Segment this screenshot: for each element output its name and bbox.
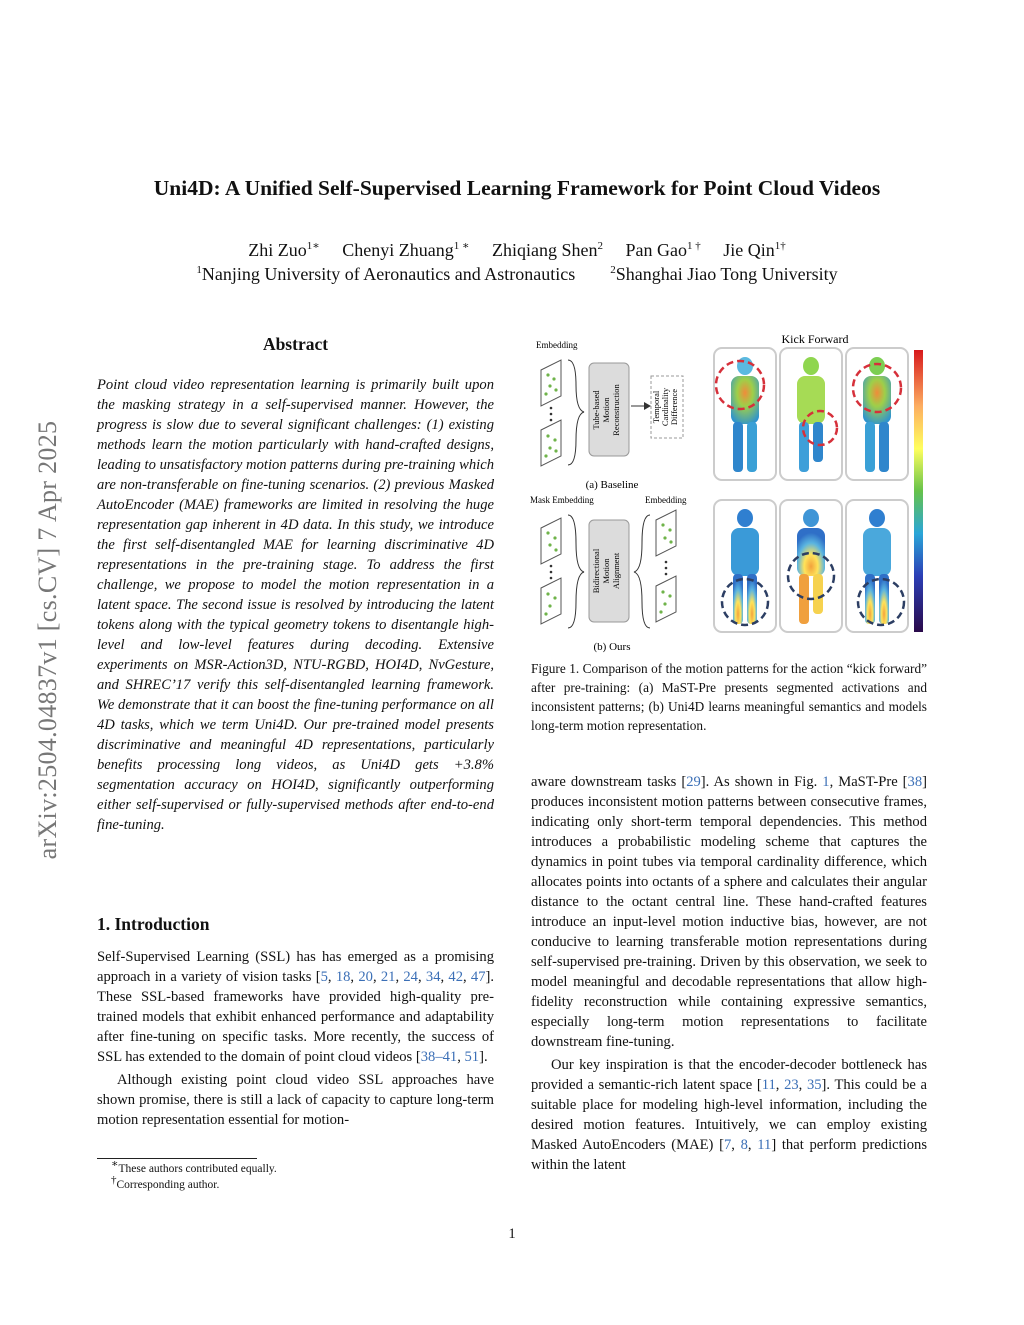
author: Jie Qin$^{1\dagger}$ [723, 240, 786, 260]
point-cloud-frame [846, 348, 908, 480]
paragraph: Although existing point cloud video SSL approaches have shown promise, there is still a lack of capacity to capture long-term motion representation essential for motion- [97, 1072, 494, 1128]
abstract-heading: Abstract [262, 334, 329, 354]
intro-left-column [97, 947, 494, 1130]
affiliation: $^2$Shanghai Jiao Tong University [610, 264, 838, 284]
citation-link[interactable]: 23 [784, 1077, 799, 1093]
citation-link[interactable]: 18 [335, 969, 351, 985]
brace [568, 515, 584, 628]
citation-link[interactable]: 11 [757, 1137, 772, 1153]
svg-text:Alignment: Alignment [611, 552, 621, 590]
point-cloud-frame [714, 500, 776, 632]
paragraph: Our key inspiration is that the encoder-decoder bottleneck has provided a semantic-rich latent space [11, 23, 35]. This could be a suitable place for modeling high-level information, including the desired motion features. Intuitively, we can employ existing Masked AutoEncoders (MAE) [7, 8, 11] that perform predictions within the latent [531, 1057, 927, 1173]
motion-reconstruction-block [589, 363, 629, 456]
subfigure-label: (a) Baseline [585, 479, 639, 491]
abstract-text: Point cloud video representation learning is primarily built upon the masking strategy in a self-supervised manner. However, the progress is slow due to several significant challenges: (1) existing methods learn the motion particularly with hand-crafted designs, leading to unsatisfactory motion patterns during pre-training which are non-transferable on fine-tuning scenarios. (2) previous Masked AutoEncoder (MAE) frameworks are limited in resolving the huge representation gap inherent in 4D data. In this study, we introduce the first self-disentangled MAE for learning discriminative 4D representations in the pre-training stage. To address the first challenge, we propose to model the motion representation in a latent space. The second issue is resolved by introducing the latent tokens along with the typical geometry tokens to disentangle high-level and low-level features during decoding. Extensive experiments on MSR-Action3D, NTU-RGBD, HOI4D, NvGesture, and SHREC’17 verify this self-disentangled learning framework. We demonstrate that it can boost the fine-tuning performance on all 4D tasks, which we term Uni4D. Our pre-trained model presents discriminative and meaningful 4D representations, particularly benefits processing long videos, as Uni4D gets +3.8% segmentation accuracy on HOI4D, significantly outperforming either self-supervised or fully-supervised methods after end-to-end fine-tuning. [97, 377, 494, 833]
arrow-head [644, 402, 651, 410]
author: Zhiqiang Shen$^2$ [491, 240, 603, 260]
color-scale-bar [914, 350, 923, 632]
svg-text:Temporal: Temporal [651, 390, 661, 424]
footnote: †Corresponding author. [111, 1174, 220, 1191]
footnote-rule [97, 1158, 257, 1159]
token-panel [541, 518, 561, 564]
svg-text:Motion: Motion [601, 397, 611, 423]
svg-text:Motion: Motion [601, 558, 611, 584]
affiliation: $^1$Nanjing University of Aeronautics and Astronautics [196, 264, 576, 284]
citation-link[interactable]: 7 [723, 1137, 732, 1153]
point-cloud-frame [846, 500, 908, 632]
mask-embedding-label: Mask Embedding [530, 495, 594, 505]
svg-text:Cardinality: Cardinality [660, 387, 670, 427]
ellipsis-dots [550, 565, 553, 580]
embedding-label: Embedding [645, 495, 687, 505]
token-panel [541, 578, 561, 624]
embedding-label: Embedding [536, 340, 578, 350]
figure-title: Kick Forward [781, 332, 849, 346]
paper-title: Uni4D: A Unified Self-Supervised Learning Framework for Point Cloud Videos [153, 176, 881, 200]
ellipsis-dots [550, 407, 553, 422]
section-heading: 1. Introduction [97, 914, 210, 934]
citation-link[interactable]: 8 [740, 1137, 748, 1153]
citation-link[interactable]: 11 [761, 1077, 776, 1093]
brace [634, 515, 650, 628]
cardinality-difference-block [651, 376, 683, 438]
intro-right-column [531, 772, 927, 1175]
motion-alignment-block [589, 520, 629, 622]
token-panel [656, 576, 676, 622]
svg-text:Bidirectional: Bidirectional [591, 548, 601, 594]
paragraph: Self-Supervised Learning (SSL) has has emerged as a promising approach in a variety of vision tasks [5, 18, 20, 21, 24, 34, 42, 47]. These SSL-based frameworks have provided high-quality pre-trained models that exhibit enhanced performance and adaptability after fine-tuning on specific tasks. More recently, the success of SSL has extended to the domain of point cloud videos [38–41, 51]. [97, 949, 495, 1065]
citation-link[interactable]: 5 [320, 969, 328, 985]
point-cloud-frame [780, 500, 842, 632]
citation-link[interactable]: 38–41 [420, 1049, 458, 1065]
token-panel [656, 510, 676, 556]
arxiv-sidebar [32, 350, 64, 930]
page-number: 1 [508, 1226, 516, 1242]
citation-link[interactable]: 29 [686, 774, 701, 790]
citation-link[interactable]: 21 [380, 969, 396, 985]
svg-text:Reconstruction: Reconstruction [611, 384, 621, 436]
figure-link[interactable]: 1 [822, 774, 830, 790]
citation-link[interactable]: 35 [806, 1077, 822, 1093]
subfigure-label: (b) Ours [593, 641, 631, 653]
author: Chenyi Zhuang$^{1 ∗}$ [342, 240, 470, 260]
citation-link[interactable]: 42 [448, 969, 463, 985]
svg-text:Tube-based: Tube-based [591, 390, 601, 430]
figure-1 [528, 330, 928, 656]
point-cloud-frame [714, 348, 776, 480]
citation-link[interactable]: 47 [470, 969, 486, 985]
citation-link[interactable]: 24 [403, 969, 418, 985]
author: Pan Gao$^{1 \dagger}$ [625, 240, 701, 260]
citation-link[interactable]: 38 [907, 774, 923, 790]
footnote: ∗These authors contributed equally. [111, 1158, 277, 1175]
affiliations [60, 264, 974, 285]
arxiv-id: arXiv:2504.04837v1 [cs.CV] 7 Apr 2025 [33, 420, 62, 860]
citation-link[interactable]: 51 [464, 1049, 480, 1065]
figure-caption: Figure 1. Comparison of the motion patterns for the action “kick forward” after pre-training: (a) MaST-Pre presents segmented activations and inconsistent patterns; (b) Uni4D learns meaningful semantics and models long-term motion representation. [531, 661, 927, 733]
svg-text:Difference: Difference [669, 388, 679, 426]
token-panel [541, 360, 561, 406]
citation-link[interactable]: 20 [358, 969, 373, 985]
point-cloud-frame [780, 348, 842, 480]
paragraph: aware downstream tasks [29]. As shown in Fig. 1, MaST-Pre [38] produces inconsistent motion patterns between consecutive frames, indicating only short-term temporal dependencies. This method introduces a probabilistic modeling scheme that captures the dynamics in point tubes via temporal cardinality difference, which allocates points into octants of a sphere and calculates their angular distance to the octant central line. These hand-crafted features introduce an input-level motion inductive bias, however, are not conducive to learning transferable motion representations during self-supervised pre-training. Driven by this observation, we seek to model meaningful and decodable representations that allow high-fidelity reconstruction while containing expressive semantics, especially long-term motion representations to facilitate downstream fine-tuning. [531, 774, 928, 1050]
citation-link[interactable]: 34 [425, 969, 441, 985]
brace [568, 360, 584, 465]
ellipsis-dots [665, 561, 668, 576]
author-list [60, 238, 974, 263]
author: Zhi Zuo$^{1∗}$ [248, 240, 320, 260]
token-panel [541, 420, 561, 466]
